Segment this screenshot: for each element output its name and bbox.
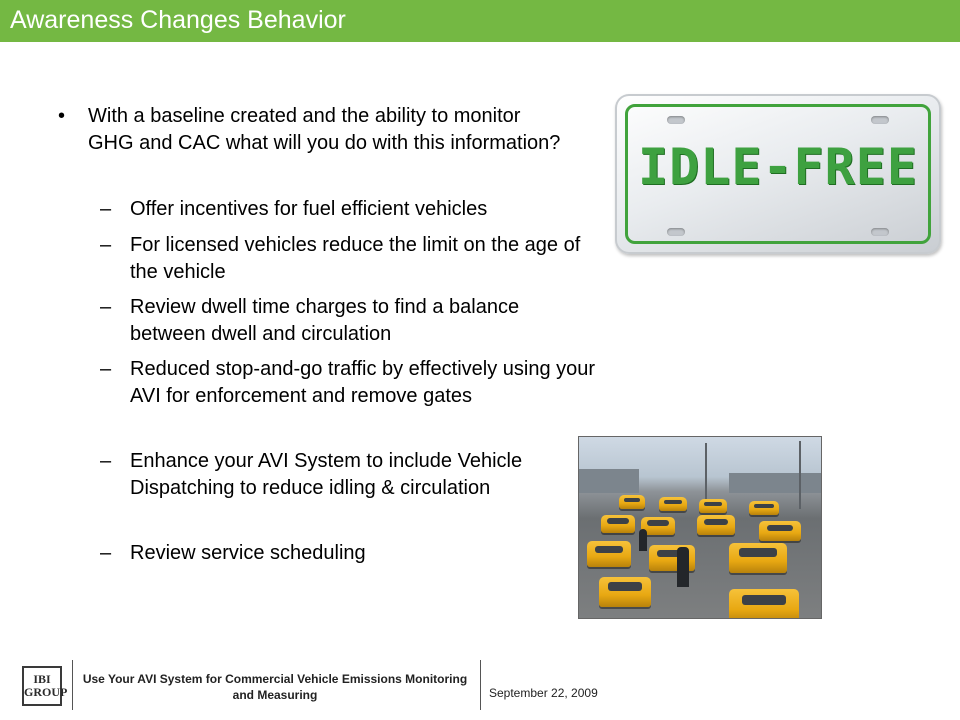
dash-symbol: – (100, 198, 112, 220)
idle-free-license-plate-image (615, 94, 941, 254)
slide-title: Awareness Changes Behavior (10, 6, 346, 34)
footer-presentation-title: Use Your AVI System for Commercial Vehicle Emissions Monitoring and Measuring (82, 672, 468, 702)
sub-bullet-text: Offer incentives for fuel efficient vehicles (130, 198, 488, 220)
photo-taxi (587, 541, 631, 567)
dash-symbol: – (100, 450, 112, 472)
photo-taxi (697, 515, 735, 535)
main-bullet-text: With a baseline created and the ability to monitor GHG and CAC what will you do with this information? (88, 105, 561, 154)
plate-bolt-hole (871, 228, 889, 236)
dash-symbol: – (100, 358, 112, 380)
sub-bullet-text: Reduced stop-and-go traffic by effectively using your AVI for enforcement and remove gates (130, 358, 596, 407)
photo-light-pole (799, 441, 801, 509)
photo-taxi (599, 577, 651, 607)
photo-taxi (659, 497, 687, 511)
plate-bolt-hole (667, 116, 685, 124)
bullet-symbol: • (58, 105, 66, 127)
footer-divider (480, 660, 481, 710)
photo-taxi (601, 515, 635, 533)
photo-taxi (759, 521, 801, 541)
plate-bolt-hole (871, 116, 889, 124)
photo-building (579, 469, 639, 493)
sub-bullet-text: Enhance your AVI System to include Vehicle Dispatching to reduce idling & circulation (130, 450, 523, 499)
dash-symbol: – (100, 234, 112, 256)
dash-symbol: – (100, 542, 112, 564)
footer-date: September 22, 2009 (489, 686, 598, 700)
photo-taxi (729, 589, 799, 619)
dash-symbol: – (100, 296, 112, 318)
photo-taxi (699, 499, 727, 513)
plate-bolt-hole (667, 228, 685, 236)
photo-person (639, 529, 647, 551)
photo-taxi (749, 501, 779, 515)
sub-bullet-text: For licensed vehicles reduce the limit on the age of the vehicle (130, 234, 581, 283)
sub-bullet-text: Review dwell time charges to find a balance between dwell and circulation (130, 296, 520, 345)
taxi-lot-photo (578, 436, 822, 619)
photo-person (677, 547, 689, 587)
photo-taxi (729, 543, 787, 573)
footer-divider (72, 660, 73, 710)
photo-building (729, 473, 822, 493)
plate-text: IDLE-FREE (638, 138, 918, 196)
ibi-group-logo (22, 666, 68, 706)
photo-taxi (619, 495, 645, 509)
sub-bullet-text: Review service scheduling (130, 542, 366, 564)
logo-text: IBI GROUP (24, 672, 68, 699)
